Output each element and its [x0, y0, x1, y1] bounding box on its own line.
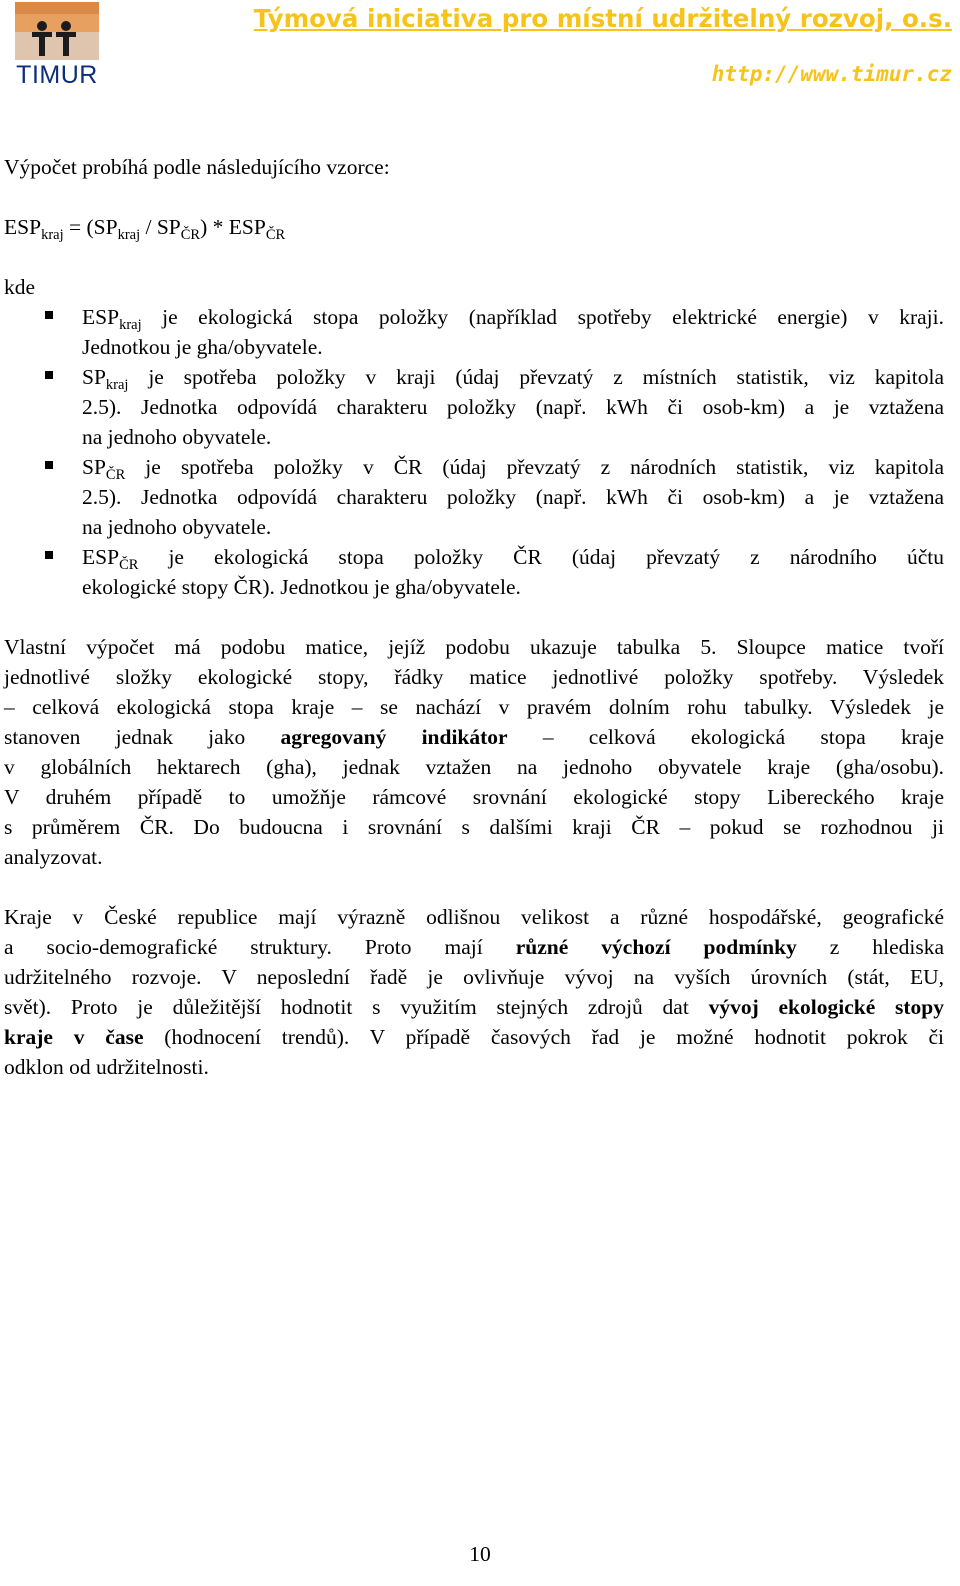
intro-text: Výpočet probíhá podle následujícího vzorce:	[4, 155, 390, 179]
square-bullet-icon	[45, 551, 53, 559]
list-item: $ESP_{kraj}$ je ekologická stopa položky (například spotřeby elektrické energie) v kraji. Jednotkou je gha/obyvatele.	[4, 302, 944, 362]
formula: $ESP_{kraj} = (SP_{kraj} / SP_{ČR}) * ESP_{ČR}$	[4, 215, 286, 243]
list-item: $SP_{kraj}$ je spotřeba položky v kraji (údaj převzatý z místních statistik, viz kapitola 2.5). Jednotka odpovídá charakteru položky (např. kWh či osob-km) a je vztažena na jednoho obyvatele.	[4, 362, 944, 452]
kde-label: kde	[4, 275, 36, 299]
document-body	[4, 152, 944, 1082]
people-logo-icon	[15, 2, 99, 60]
list-item: $SP_{ČR}$ je spotřeba položky v ČR (údaj převzatý z národních statistik, viz kapitola 2.5). Jednotka odpovídá charakteru položky (např. kWh či osob-km) a je vztažena na jednoho obyvatele.	[4, 452, 944, 542]
timur-logo	[12, 2, 102, 94]
square-bullet-icon	[45, 461, 53, 469]
square-bullet-icon	[45, 371, 53, 379]
square-bullet-icon	[45, 311, 53, 319]
page-number: 10	[469, 1542, 491, 1566]
list-item: $ESP_{ČR}$ je ekologická stopa položky ČR (údaj převzatý z národního účtu ekologické stopy ČR). Jednotkou je gha/obyvatele.	[4, 542, 944, 602]
page-header	[0, 0, 960, 100]
paragraph-matrix: Vlastní výpočet má podobu matice, jejíž podobu ukazuje tabulka 5. Sloupce matice tvoří jednotlivé složky ekologické stopy, řádky matice jednotlivé položky spotřeby. Výsledek – celková ekologická stopa kraje – se nachází v pravém dolním rohu tabulky. Výsledek je stanoven jednak jako agregovaný indikátor – celková ekologická stopa kraje v globálních hektarech (gha), jednak vztažen na jednoho obyvatele kraje (gha/osobu). V druhém případě to umožňje rámcové srovnání ekologické stopy Libereckého kraje s průměrem ČR. Do budoucna i srovnání s dalšími kraji ČR – pokud se rozhodnou ji analyzovat.	[4, 635, 944, 869]
logo-wordmark: TIMUR	[16, 61, 98, 89]
website-link[interactable]: http://www.timur.cz	[711, 62, 952, 86]
paragraph-regions: Kraje v České republice mají výrazně odlišnou velikost a různé hospodářské, geografické a socio-demografické struktury. Proto mají různé výchozí podmínky z hlediska udržitelného rozvoje. V neposlední řadě je ovlivňuje vývoj na vyších úrovních (stát, EU, svět). Proto je důležitější hodnotit s využitím stejných zdrojů dat vývoj ekologické stopy kraje v čase (hodnocení trendů). V případě časových řad je možné hodnotit pokrok či odklon od udržitelnosti.	[4, 905, 945, 1079]
organization-name-link[interactable]: Týmová iniciativa pro místní udržitelný rozvoj, o.s.	[253, 4, 952, 33]
